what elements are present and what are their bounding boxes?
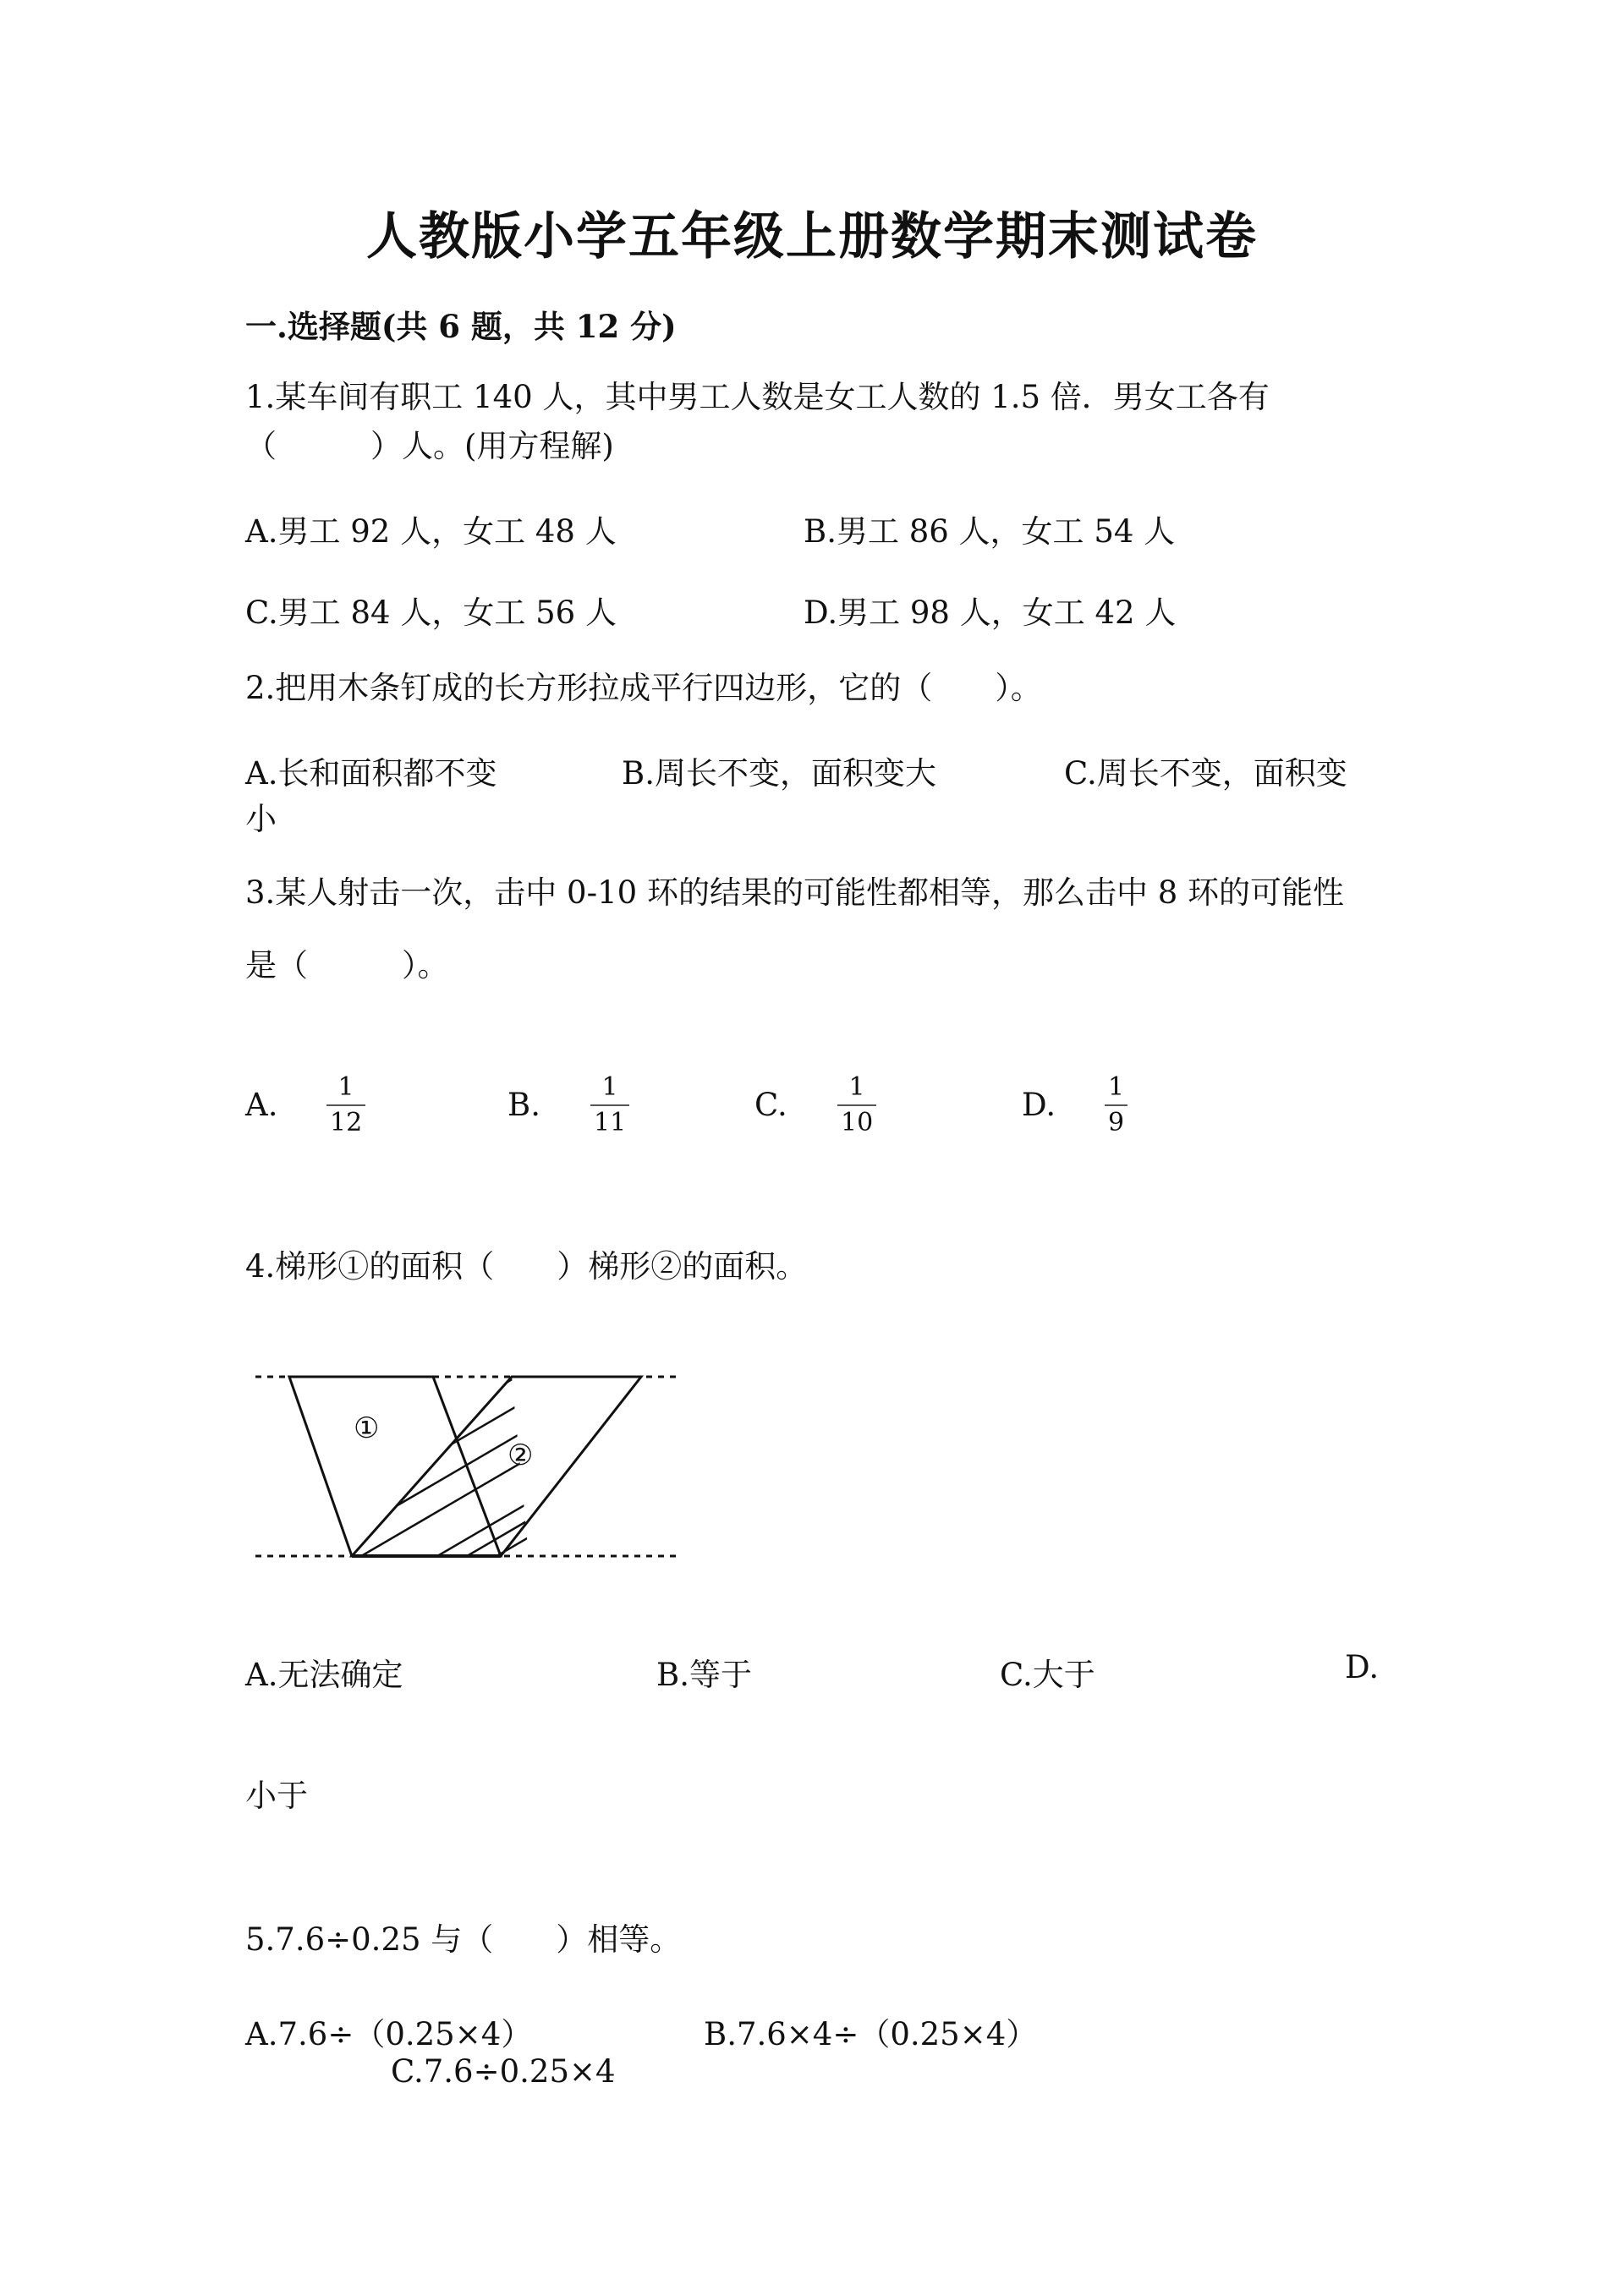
fraction-denominator: 10 (841, 1108, 874, 1137)
fraction-denominator: 12 (330, 1108, 363, 1137)
question-1-line-1: 1.某车间有职工 140 人，其中男工人数是女工人数的 1.5 倍．男女工各有 (245, 379, 1270, 415)
question-4-option-b: B.等于 (656, 1657, 752, 1693)
question-5-option-b: B.7.6×4÷（0.25×4） (704, 2016, 1038, 2052)
fraction-numerator: 1 (1108, 1072, 1125, 1102)
question-1-option-b: B.男工 86 人，女工 54 人 (804, 513, 1176, 550)
question-4-option-a: A.无法确定 (245, 1657, 403, 1693)
question-4-option-d: D. (1345, 1649, 1380, 1685)
question-4-text: 4.梯形①的面积（ ）梯形②的面积。 (245, 1248, 808, 1285)
question-2-option-a: A.长和面积都不变 (245, 755, 497, 792)
question-3-line-1: 3.某人射击一次，击中 0-10 环的结果的可能性都相等，那么击中 8 环的可能性 (245, 874, 1345, 911)
question-3-option-a-fraction (326, 1072, 365, 1138)
question-3-option-b-label: B. (508, 1087, 540, 1123)
section-heading: 一.选择题(共 6 题，共 12 分) (245, 308, 677, 345)
question-3-option-b-fraction (590, 1072, 629, 1138)
question-5-option-c: C.7.6÷0.25×4 (391, 2053, 616, 2090)
fraction-denominator: 11 (594, 1108, 627, 1137)
question-4-option-c: C.大于 (1000, 1657, 1095, 1693)
fraction-bar (837, 1104, 876, 1106)
hatch-pattern (347, 1357, 634, 1573)
question-4-option-d-wrap: 小于 (245, 1778, 308, 1814)
question-3-option-c-fraction (837, 1072, 876, 1138)
question-3-option-d-fraction (1105, 1072, 1127, 1138)
trapezoid-1 (289, 1377, 501, 1556)
fraction-bar (590, 1104, 629, 1106)
trapezoid-2-label: ② (508, 1438, 534, 1472)
question-1-line-2: （ ）人。(用方程解) (245, 428, 614, 464)
fraction-denominator: 9 (1108, 1108, 1125, 1137)
question-1-option-d: D.男工 98 人，女工 42 人 (804, 595, 1177, 631)
question-3-line-2: 是（ ）。 (245, 947, 449, 984)
question-2-text: 2.把用木条钉成的长方形拉成平行四边形，它的（ ）。 (245, 670, 1042, 706)
page-title: 人教版小学五年级上册数学期末测试卷 (366, 207, 1258, 266)
question-2-option-c-wrap: 小 (245, 801, 277, 837)
question-3-option-a-label: A. (245, 1087, 278, 1123)
question-1-option-a: A.男工 92 人，女工 48 人 (245, 513, 617, 550)
trapezoid-2 (352, 1377, 641, 1556)
question-1-option-c: C.男工 84 人，女工 56 人 (245, 595, 617, 631)
question-2-option-c: C.周长不变，面积变 (1064, 755, 1347, 792)
question-2-option-b: B.周长不变，面积变大 (622, 755, 936, 792)
question-5-text: 5.7.6÷0.25 与（ ）相等。 (245, 1921, 682, 1958)
fraction-numerator: 1 (337, 1072, 354, 1102)
question-3-option-d-label: D. (1022, 1087, 1056, 1123)
fraction-numerator: 1 (848, 1072, 865, 1102)
question-5-option-a: A.7.6÷（0.25×4） (245, 2016, 533, 2052)
fraction-numerator: 1 (601, 1072, 618, 1102)
fraction-bar (326, 1104, 365, 1106)
fraction-bar (1105, 1104, 1127, 1106)
question-3-option-c-label: C. (754, 1087, 787, 1123)
trapezoid-1-label: ① (354, 1411, 380, 1445)
trapezoid-figure (245, 1353, 685, 1573)
